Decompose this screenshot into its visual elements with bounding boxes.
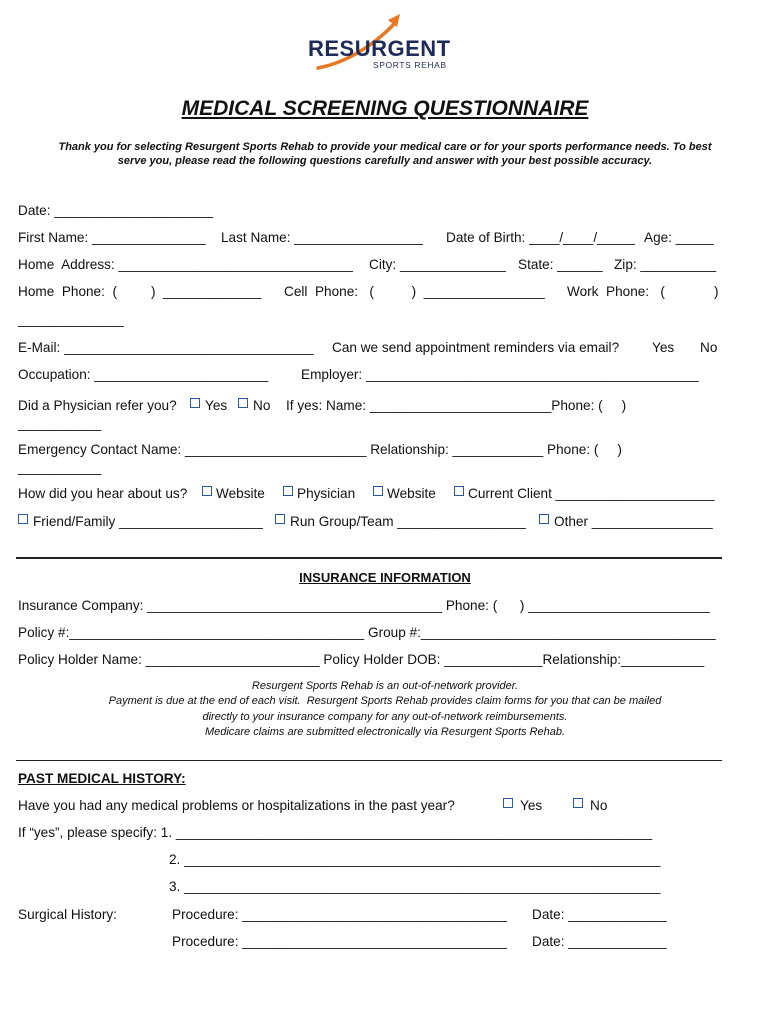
physician-no-label: No (253, 398, 271, 413)
referral-source-question: How did you hear about us? (18, 486, 188, 501)
physician-yes-checkbox[interactable] (190, 398, 200, 408)
friend-family-checkbox[interactable] (18, 514, 28, 524)
other-checkbox[interactable] (539, 514, 549, 524)
first-name-field[interactable]: First Name: _______________ (18, 230, 206, 245)
emergency-phone-continuation[interactable]: ___________ (18, 460, 102, 475)
logo-brand-text: RESURGENT (308, 36, 451, 61)
medical-problems-question: Have you had any medical problems or hospitalizations in the past year? (18, 798, 455, 813)
last-name-field[interactable]: Last Name: _________________ (221, 230, 423, 245)
city-field[interactable]: City: ______________ (369, 257, 506, 272)
medical-problems-yes-label: Yes (520, 798, 543, 813)
website-label-1: Website (216, 486, 265, 501)
section-divider-thick (16, 557, 722, 559)
physician-name-field[interactable]: If yes: Name: ________________________Phone: ( ) (286, 398, 627, 413)
insurance-heading: INSURANCE INFORMATION (299, 570, 471, 585)
home-phone-field[interactable]: Home Phone: ( ) _____________ (18, 284, 262, 299)
state-field[interactable]: State: ______ (518, 257, 603, 272)
physician-no-checkbox[interactable] (238, 398, 248, 408)
page-title: MEDICAL SCREENING QUESTIONNAIRE (181, 97, 589, 120)
policy-group-field[interactable]: Policy #:_______________________________________ Group #:_______________________________________ (18, 625, 716, 640)
insurance-note-1: Resurgent Sports Rehab is an out-of-network provider. (251, 680, 519, 692)
dob-field[interactable]: Date of Birth: ____/____/_____ (446, 230, 635, 245)
work-phone-continuation[interactable]: ______________ (18, 312, 124, 327)
surgical-history-label: Surgical History: (18, 907, 117, 922)
policy-holder-field[interactable]: Policy Holder Name: _______________________ Policy Holder DOB: _____________Relationship:___________ (18, 652, 705, 667)
current-client-field[interactable]: Current Client _____________________ (468, 486, 715, 501)
emergency-contact-field[interactable]: Emergency Contact Name: ________________________ Relationship: ____________ Phone: ( ) (18, 442, 622, 457)
specify-line-3[interactable]: 3. _______________________________________________________________ (169, 879, 661, 894)
run-group-field[interactable]: Run Group/Team _________________ (290, 514, 526, 529)
age-field[interactable]: Age: _____ (644, 230, 714, 245)
insurance-note-2: Payment is due at the end of each visit. Resurgent Sports Rehab provides claim forms for you that can be mailed (108, 695, 662, 707)
section-divider-thin (16, 760, 722, 761)
medical-problems-no-checkbox[interactable] (573, 798, 583, 808)
medical-problems-yes-checkbox[interactable] (503, 798, 513, 808)
email-field[interactable]: E-Mail: _________________________________ (18, 340, 314, 355)
procedure-date-field-1[interactable]: Date: _____________ (532, 907, 667, 922)
other-field[interactable]: Other ________________ (554, 514, 713, 529)
physician-source-label: Physician (297, 486, 356, 501)
physician-source-checkbox[interactable] (283, 486, 293, 496)
medical-history-heading: PAST MEDICAL HISTORY: (18, 771, 186, 786)
specify-line-2[interactable]: 2. _______________________________________________________________ (169, 852, 661, 867)
logo-sub-text: SPORTS REHAB (373, 60, 447, 70)
insurance-note-4: Medicare claims are submitted electronically via Resurgent Sports Rehab. (204, 726, 566, 738)
occupation-field[interactable]: Occupation: _______________________ (18, 367, 269, 382)
run-group-checkbox[interactable] (275, 514, 285, 524)
physician-yes-label: Yes (205, 398, 228, 413)
employer-field[interactable]: Employer: ____________________________________________ (301, 367, 699, 382)
company-logo (300, 10, 470, 74)
email-reminder-yes[interactable]: Yes (652, 340, 675, 355)
website-checkbox-1[interactable] (202, 486, 212, 496)
email-reminder-no[interactable]: No (700, 340, 718, 355)
procedure-field-1[interactable]: Procedure: ___________________________________ (172, 907, 507, 922)
cell-phone-field[interactable]: Cell Phone: ( ) ________________ (284, 284, 545, 299)
current-client-checkbox[interactable] (454, 486, 464, 496)
home-address-field[interactable]: Home Address: _______________________________ (18, 257, 353, 272)
website-checkbox-2[interactable] (373, 486, 383, 496)
physician-phone-continuation[interactable]: ___________ (18, 416, 102, 431)
intro-line-1: Thank you for selecting Resurgent Sports Rehab to provide your medical care or for your sports performance needs. To best (58, 141, 712, 153)
work-phone-field[interactable]: Work Phone: ( ) (567, 284, 719, 299)
physician-referral-question: Did a Physician refer you? (18, 398, 177, 413)
date-field[interactable]: Date: _____________________ (18, 203, 214, 218)
email-reminder-question: Can we send appointment reminders via email? (332, 340, 620, 355)
insurance-company-field[interactable]: Insurance Company: _______________________________________ Phone: ( ) ________________________ (18, 598, 710, 613)
intro-line-2: serve you, please read the following questions carefully and answer with your best possible accuracy. (117, 155, 653, 167)
procedure-date-field-2[interactable]: Date: _____________ (532, 934, 667, 949)
medical-problems-no-label: No (590, 798, 608, 813)
website-label-2: Website (387, 486, 436, 501)
friend-family-field[interactable]: Friend/Family ___________________ (33, 514, 263, 529)
insurance-note-3: directly to your insurance company for any out-of-network reimbursements. (202, 711, 568, 723)
zip-field[interactable]: Zip: __________ (614, 257, 717, 272)
specify-line-1[interactable]: If “yes”, please specify: 1. _______________________________________________________________ (18, 825, 653, 840)
procedure-field-2[interactable]: Procedure: ___________________________________ (172, 934, 507, 949)
